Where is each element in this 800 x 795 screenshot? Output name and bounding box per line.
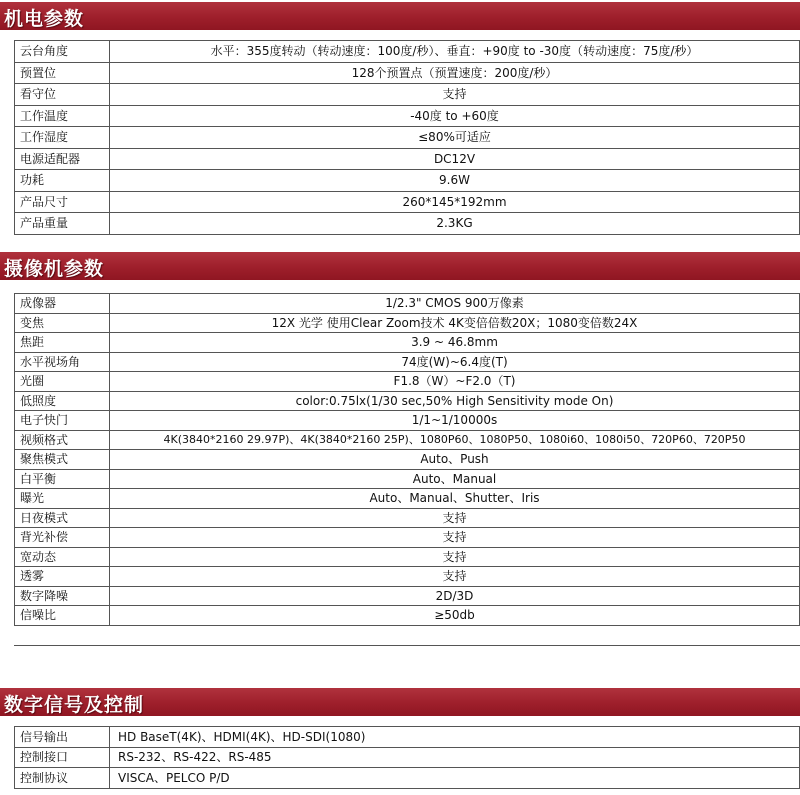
spec-label: 日夜模式 [15, 508, 110, 528]
table-row [15, 567, 800, 587]
spec-label: 成像器 [15, 294, 110, 314]
spec-label: 电子快门 [15, 411, 110, 431]
table-row [15, 606, 800, 626]
table-row [15, 105, 800, 127]
spec-value: HD BaseT(4K)、HDMI(4K)、HD-SDI(1080) [110, 727, 800, 748]
section-header-electromechanical [0, 2, 800, 30]
table-row [15, 41, 800, 63]
table-row [15, 352, 800, 372]
spec-value: 1/2.3" CMOS 900万像素 [110, 294, 800, 314]
spec-label: 云台角度 [15, 41, 110, 63]
spec-value: 水平：355度转动（转动速度：100度/秒）、垂直：+90度 to -30度（转动速度：75度/秒） [110, 41, 800, 63]
spec-table-electromechanical [14, 40, 800, 235]
table-row [15, 528, 800, 548]
table-row [15, 148, 800, 170]
spec-value: 支持 [110, 567, 800, 587]
spec-label: 控制接口 [15, 747, 110, 768]
table-row [15, 372, 800, 392]
table-row [15, 547, 800, 567]
spec-value: 支持 [110, 528, 800, 548]
table-row [15, 391, 800, 411]
spec-label: 宽动态 [15, 547, 110, 567]
section-title: 机电参数 [4, 8, 85, 30]
table-row [15, 127, 800, 149]
spec-value: Auto、Manual [110, 469, 800, 489]
spec-value: Auto、Manual、Shutter、Iris [110, 489, 800, 509]
spec-label: 低照度 [15, 391, 110, 411]
spec-label: 信号输出 [15, 727, 110, 748]
table-row [15, 450, 800, 470]
table-row [15, 191, 800, 213]
table-row [15, 84, 800, 106]
table-row [15, 313, 800, 333]
spec-value: DC12V [110, 148, 800, 170]
spec-value: RS-232、RS-422、RS-485 [110, 747, 800, 768]
spec-label: 控制协议 [15, 768, 110, 789]
spec-value: Auto、Push [110, 450, 800, 470]
spec-label: 预置位 [15, 62, 110, 84]
table-row [15, 170, 800, 192]
spec-label: 产品尺寸 [15, 191, 110, 213]
table-row [15, 469, 800, 489]
table-row [15, 768, 800, 789]
table-row [15, 294, 800, 314]
spec-value: 支持 [110, 547, 800, 567]
spec-label: 焦距 [15, 333, 110, 353]
table-row [15, 489, 800, 509]
spec-label: 聚焦模式 [15, 450, 110, 470]
spec-value: ≥50db [110, 606, 800, 626]
spec-table-camera [14, 293, 800, 626]
section-title: 摄像机参数 [4, 258, 105, 280]
table-row [15, 727, 800, 748]
spec-label: 光圈 [15, 372, 110, 392]
spec-value: 128个预置点（预置速度：200度/秒） [110, 62, 800, 84]
spec-label: 功耗 [15, 170, 110, 192]
spec-value: 4K(3840*2160 29.97P)、4K(3840*2160 25P)、1080P60、1080P50、1080i60、1080i50、720P60、720P50 [110, 430, 800, 450]
section-header-digital-signal-control [0, 688, 800, 716]
table-row [15, 411, 800, 431]
spec-label: 视频格式 [15, 430, 110, 450]
spec-label: 信噪比 [15, 606, 110, 626]
spec-value: 2D/3D [110, 586, 800, 606]
spec-label: 背光补偿 [15, 528, 110, 548]
spec-label: 变焦 [15, 313, 110, 333]
spec-label: 工作湿度 [15, 127, 110, 149]
spec-value: VISCA、PELCO P/D [110, 768, 800, 789]
section-title: 数字信号及控制 [4, 694, 145, 716]
table-row [15, 508, 800, 528]
spec-value: 支持 [110, 84, 800, 106]
spec-value: 74度(W)~6.4度(T) [110, 352, 800, 372]
spec-value: ≤80%可适应 [110, 127, 800, 149]
spec-label: 工作温度 [15, 105, 110, 127]
spec-label: 曝光 [15, 489, 110, 509]
table-row [15, 747, 800, 768]
spec-value: 1/1~1/10000s [110, 411, 800, 431]
spec-value: 3.9 ~ 46.8mm [110, 333, 800, 353]
spec-value: 12X 光学 使用Clear Zoom技术 4K变倍倍数20X；1080变倍数24X [110, 313, 800, 333]
spec-value: 260*145*192mm [110, 191, 800, 213]
spec-label: 数字降噪 [15, 586, 110, 606]
table-row [15, 586, 800, 606]
spec-value: 2.3KG [110, 213, 800, 235]
spec-label: 白平衡 [15, 469, 110, 489]
spec-value: 9.6W [110, 170, 800, 192]
spec-label: 电源适配器 [15, 148, 110, 170]
table-row [15, 430, 800, 450]
table-row [15, 62, 800, 84]
spec-label: 看守位 [15, 84, 110, 106]
table-bottom-divider [14, 645, 800, 646]
spec-label: 水平视场角 [15, 352, 110, 372]
spec-value: 支持 [110, 508, 800, 528]
spec-value: -40度 to +60度 [110, 105, 800, 127]
spec-label: 透雾 [15, 567, 110, 587]
section-header-camera [0, 252, 800, 280]
spec-label: 产品重量 [15, 213, 110, 235]
table-row [15, 333, 800, 353]
spec-value: color:0.75lx(1/30 sec,50% High Sensitivity mode On) [110, 391, 800, 411]
spec-table-digital-signal-control [14, 726, 800, 789]
table-row [15, 213, 800, 235]
spec-value: F1.8（W）~F2.0（T) [110, 372, 800, 392]
